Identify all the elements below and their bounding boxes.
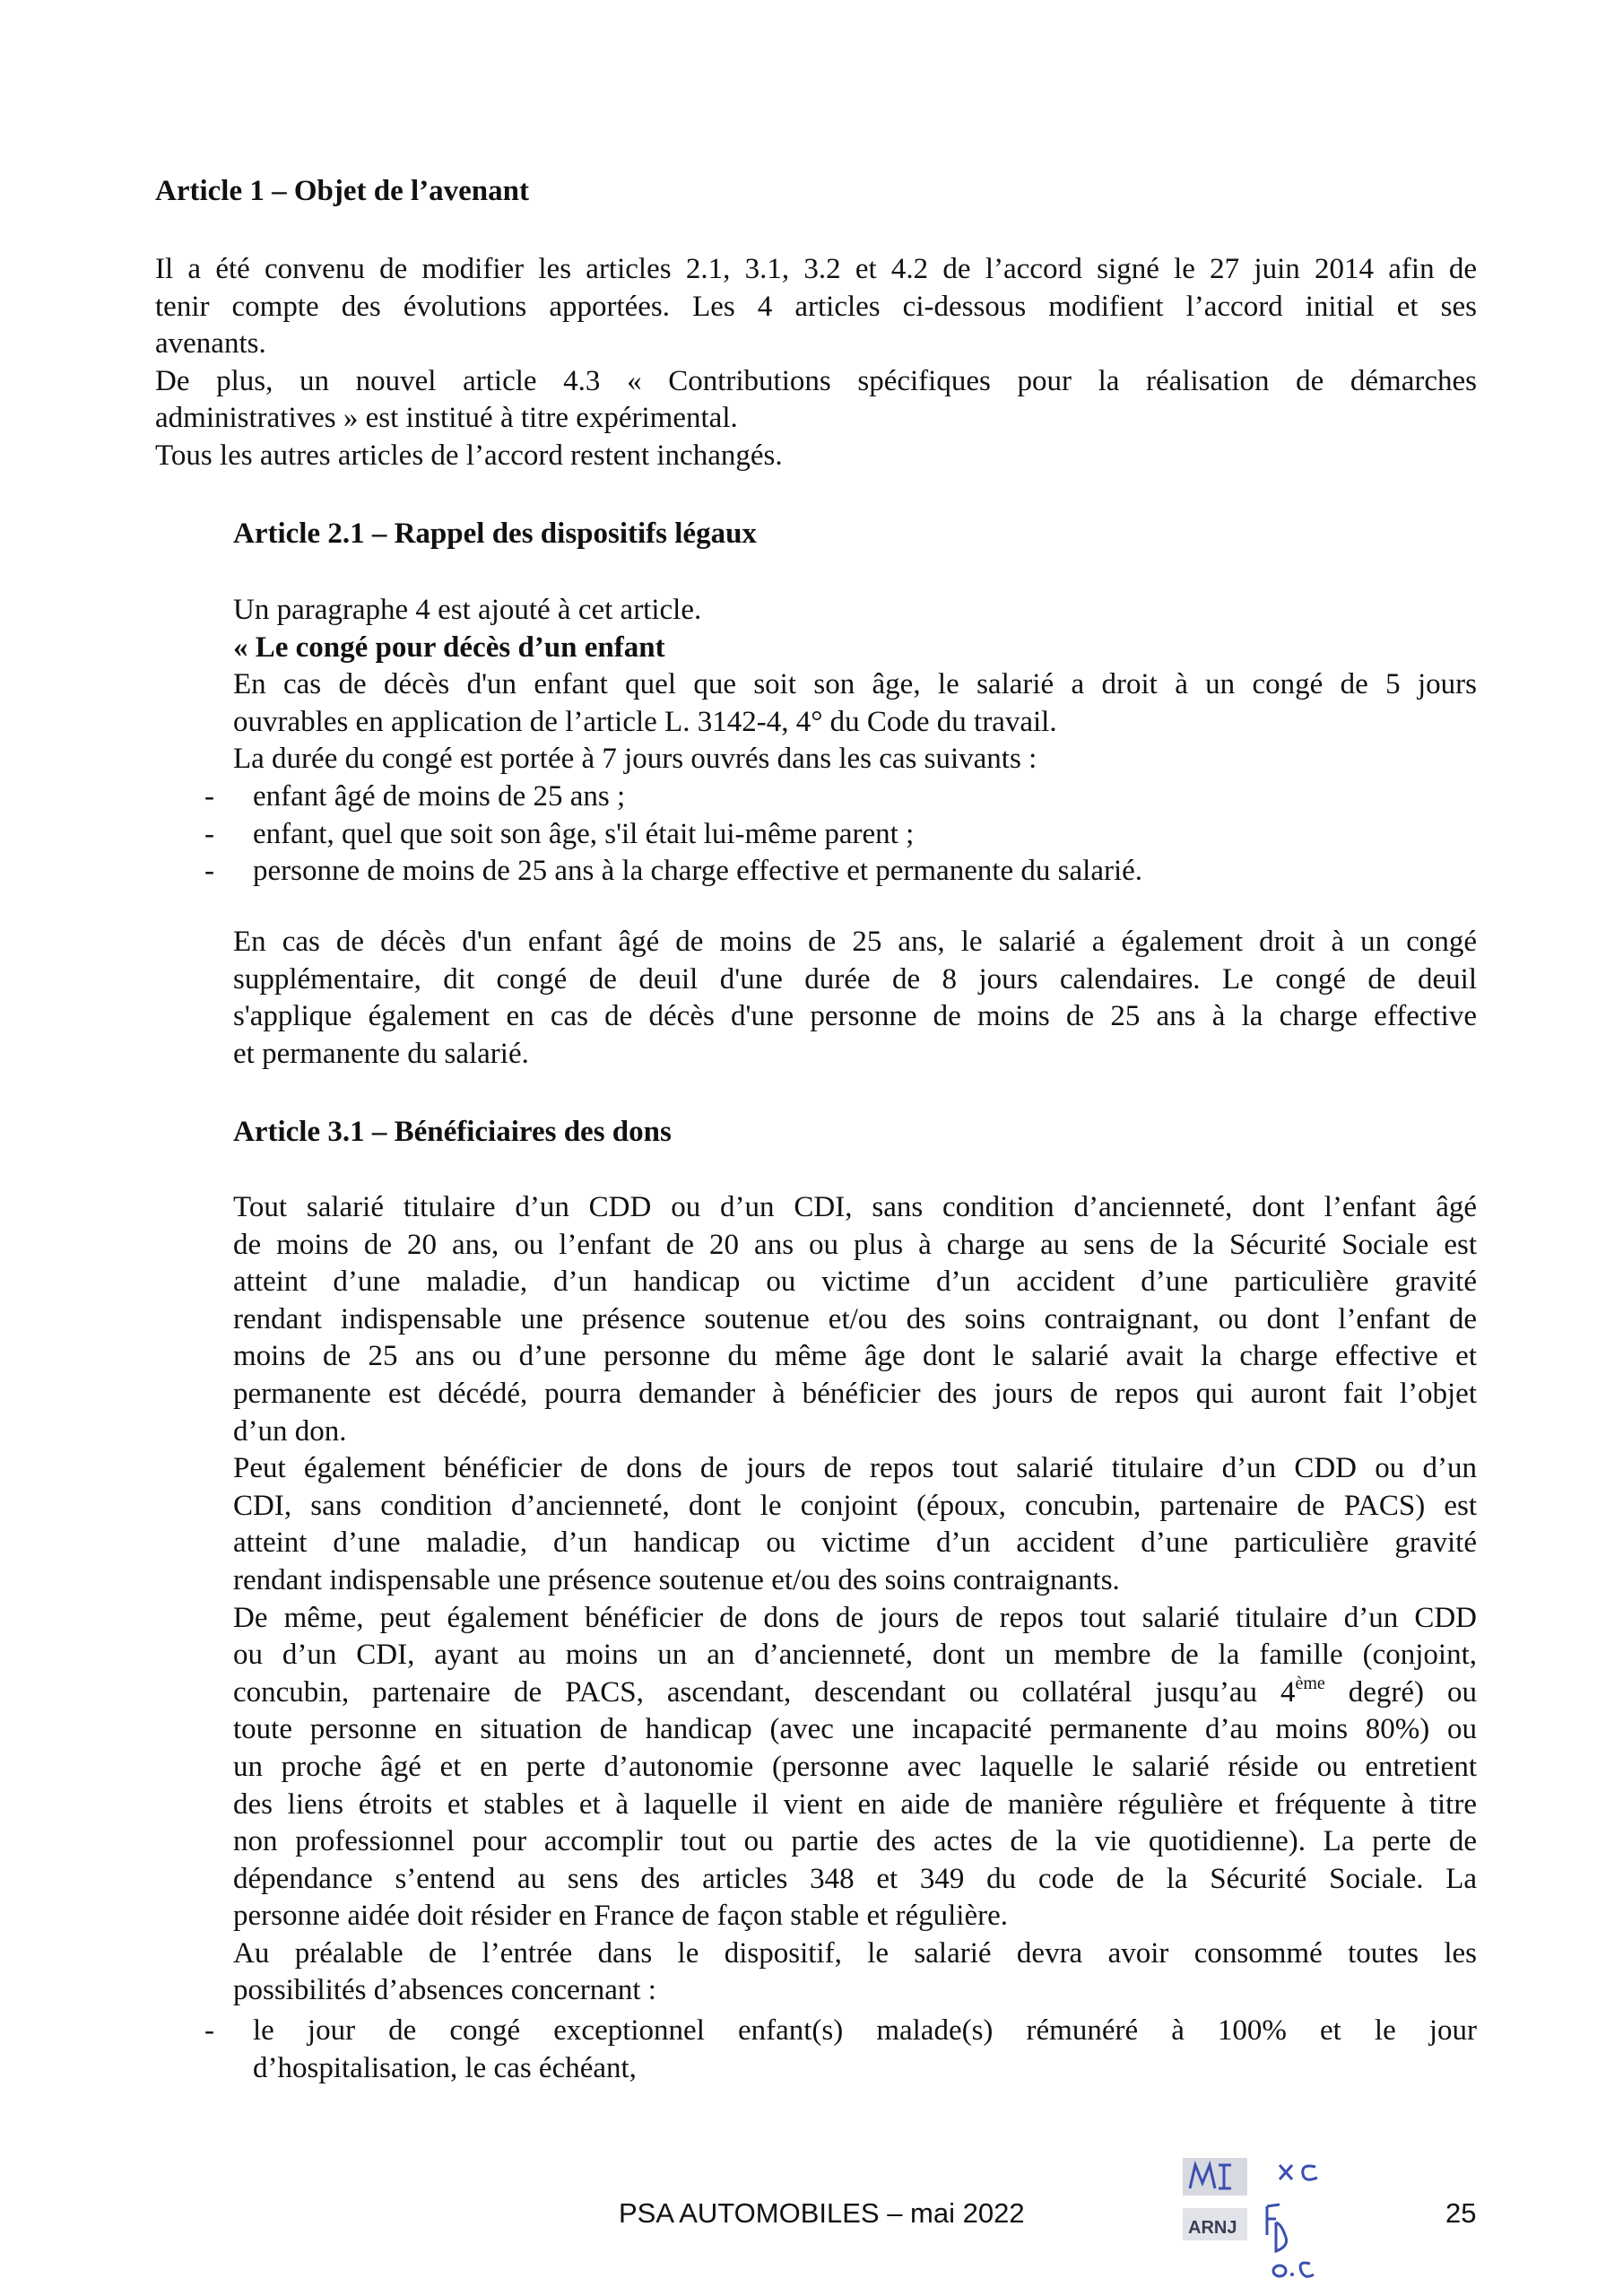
list-item-text: personne de moins de 25 ans à la charge effective et permanente du salarié. <box>253 855 1143 888</box>
page-number: 25 <box>1445 2197 1477 2229</box>
text-line: ou d’un CDI, ayant au moins un an d’ancienneté, dont un membre de la famille (conjoint, <box>233 1639 1477 1672</box>
text-line: permanente est décédé, pourra demander à bénéficier des jours de repos qui auront fait l’objet <box>233 1377 1477 1410</box>
text-line: De même, peut également bénéficier de dons de jours de repos tout salarié titulaire d’un CDD <box>233 1601 1477 1634</box>
bullet-dash: - <box>204 855 214 888</box>
bullet-list <box>204 2013 1477 2087</box>
initials-dot-icon <box>1290 2273 1294 2276</box>
text-line: atteint d’une maladie, d’un handicap ou victime d’un accident d’une particulière gravité <box>233 1526 1477 1560</box>
text-line: toute personne en situation de handicap (avec une incapacité permanente d’au moins 80%) ou <box>233 1713 1477 1746</box>
text-line: non professionnel pour accomplir tout ou partie des actes de la vie quotidienne). La perte de <box>233 1825 1477 1858</box>
text-line: possibilités d’absences concernant : <box>233 1974 656 2007</box>
initials-c-icon <box>1303 2166 1317 2179</box>
text-line: tenir compte des évolutions apportées. Les 4 articles ci-dessous modifient l’accord initial et ses <box>155 290 1477 323</box>
text-line: En cas de décès d'un enfant quel que soit son âge, le salarié a droit à un congé de 5 jours <box>233 668 1477 701</box>
article-2-1-closing <box>233 924 1477 1073</box>
initials-x-icon <box>1280 2165 1292 2179</box>
text-line: Un paragraphe 4 est ajouté à cet article. <box>233 594 702 626</box>
initials-d-icon <box>1276 2222 1287 2251</box>
text-line: ouvrables en application de l’article L. 3142-4, 4° du Code du travail. <box>233 705 1057 738</box>
text-line-with-superscript <box>233 1674 1477 1712</box>
initials-f-icon <box>1267 2205 1280 2235</box>
bullet-dash: - <box>204 2014 214 2047</box>
text-line: personne aidée doit résider en France de façon stable et régulière. <box>233 1900 1009 1933</box>
initials-c-icon <box>1300 2263 1314 2276</box>
text-line: et permanente du salarié. <box>233 1037 529 1070</box>
text-line: Au préalable de l’entrée dans le dispositif, le salarié devra avoir consommé toutes les <box>233 1936 1477 1970</box>
text-line: s'applique également en cas de décès d'une personne de moins de 25 ans à la charge effective <box>233 1000 1477 1033</box>
text-line: rendant indispensable une présence soutenue et/ou des soins contraignants. <box>233 1563 1120 1596</box>
text-line: CDI, sans condition d’ancienneté, dont le conjoint (époux, concubin, partenaire de PACS) est <box>233 1489 1477 1522</box>
text-line: un proche âgé et en perte d’autonomie (personne avec laquelle le salarié réside ou entretient <box>233 1750 1477 1783</box>
bullet-list <box>204 778 1477 891</box>
initials-arnj: ARNJ <box>1188 2218 1237 2238</box>
text-line: Il a été convenu de modifier les articles 2.1, 3.1, 3.2 et 4.2 de l’accord signé le 27 juin 2014 afin de <box>155 253 1477 285</box>
article-1-title: Article 1 – Objet de l’avenant <box>155 175 529 207</box>
superscript: ème <box>1295 1673 1325 1693</box>
footer-company: PSA AUTOMOBILES – mai 2022 <box>619 2197 1025 2229</box>
text-line: administratives » est institué à titre expérimental. <box>155 402 738 435</box>
list-item-text: enfant âgé de moins de 25 ans ; <box>253 780 626 813</box>
list-item-text: enfant, quel que soit son âge, s'il était lui-même parent ; <box>253 817 915 850</box>
article-3-1-body <box>233 1189 1477 2010</box>
article-2-1-body <box>233 592 1477 778</box>
list-item <box>204 778 1477 816</box>
subtitle: « Le congé pour décès d’un enfant <box>233 631 665 664</box>
text-line: La durée du congé est portée à 7 jours ouvrés dans les cas suivants : <box>233 743 1037 776</box>
text-line: moins de 25 ans ou d’une personne du même âge dont le salarié avait la charge effective et <box>233 1340 1477 1373</box>
text-line: avenants. <box>155 327 266 361</box>
text-line: de moins de 20 ans, ou l’enfant de 20 ans ou plus à charge au sens de la Sécurité Sociale est <box>233 1228 1477 1261</box>
initials-o-icon <box>1273 2266 1286 2276</box>
initials-stamp <box>1179 2152 1350 2287</box>
list-item <box>204 2013 1477 2087</box>
list-item-text: d’hospitalisation, le cas échéant, <box>253 2051 637 2084</box>
text-line: supplémentaire, dit congé de deuil d'une durée de 8 jours calendaires. Le congé de deuil <box>233 962 1477 996</box>
article-2-1-title: Article 2.1 – Rappel des dispositifs légaux <box>233 517 757 550</box>
text-segment: concubin, partenaire de PACS, ascendant, descendant ou collatéral jusqu’au 4 <box>233 1675 1296 1709</box>
article-1-body <box>155 251 1477 475</box>
bullet-dash: - <box>204 780 214 813</box>
text-line: des liens étroits et stables et à laquelle il vient en aide de manière régulière et fréquente à titre <box>233 1787 1477 1821</box>
text-line: Tous les autres articles de l’accord restent inchangés. <box>155 439 783 472</box>
text-line: En cas de décès d'un enfant âgé de moins de 25 ans, le salarié a également droit à un congé <box>233 926 1477 958</box>
text-line: Tout salarié titulaire d’un CDD ou d’un CDI, sans condition d’ancienneté, dont l’enfant âgé <box>233 1191 1477 1223</box>
list-item-text: le jour de congé exceptionnel enfant(s) malade(s) rémunéré à 100% et le jour <box>253 2014 1477 2047</box>
article-3-1-title: Article 3.1 – Bénéficiaires des dons <box>233 1116 672 1148</box>
bullet-dash: - <box>204 817 214 850</box>
text-line: atteint d’une maladie, d’un handicap ou victime d’un accident d’une particulière gravité <box>233 1265 1477 1299</box>
text-line: De plus, un nouvel article 4.3 « Contributions spécifiques pour la réalisation de démarches <box>155 364 1477 397</box>
text-segment: degré) ou <box>1324 1675 1477 1709</box>
text-line: Peut également bénéficier de dons de jours de repos tout salarié titulaire d’un CDD ou d’un <box>233 1452 1477 1485</box>
text-line: dépendance s’entend au sens des articles 348 et 349 du code de la Sécurité Sociale. La <box>233 1862 1477 1895</box>
list-item <box>204 853 1477 891</box>
text-line: rendant indispensable une présence soutenue et/ou des soins contraignant, ou dont l’enfant de <box>233 1302 1477 1335</box>
text-line: d’un don. <box>233 1414 347 1448</box>
list-item <box>204 816 1477 854</box>
